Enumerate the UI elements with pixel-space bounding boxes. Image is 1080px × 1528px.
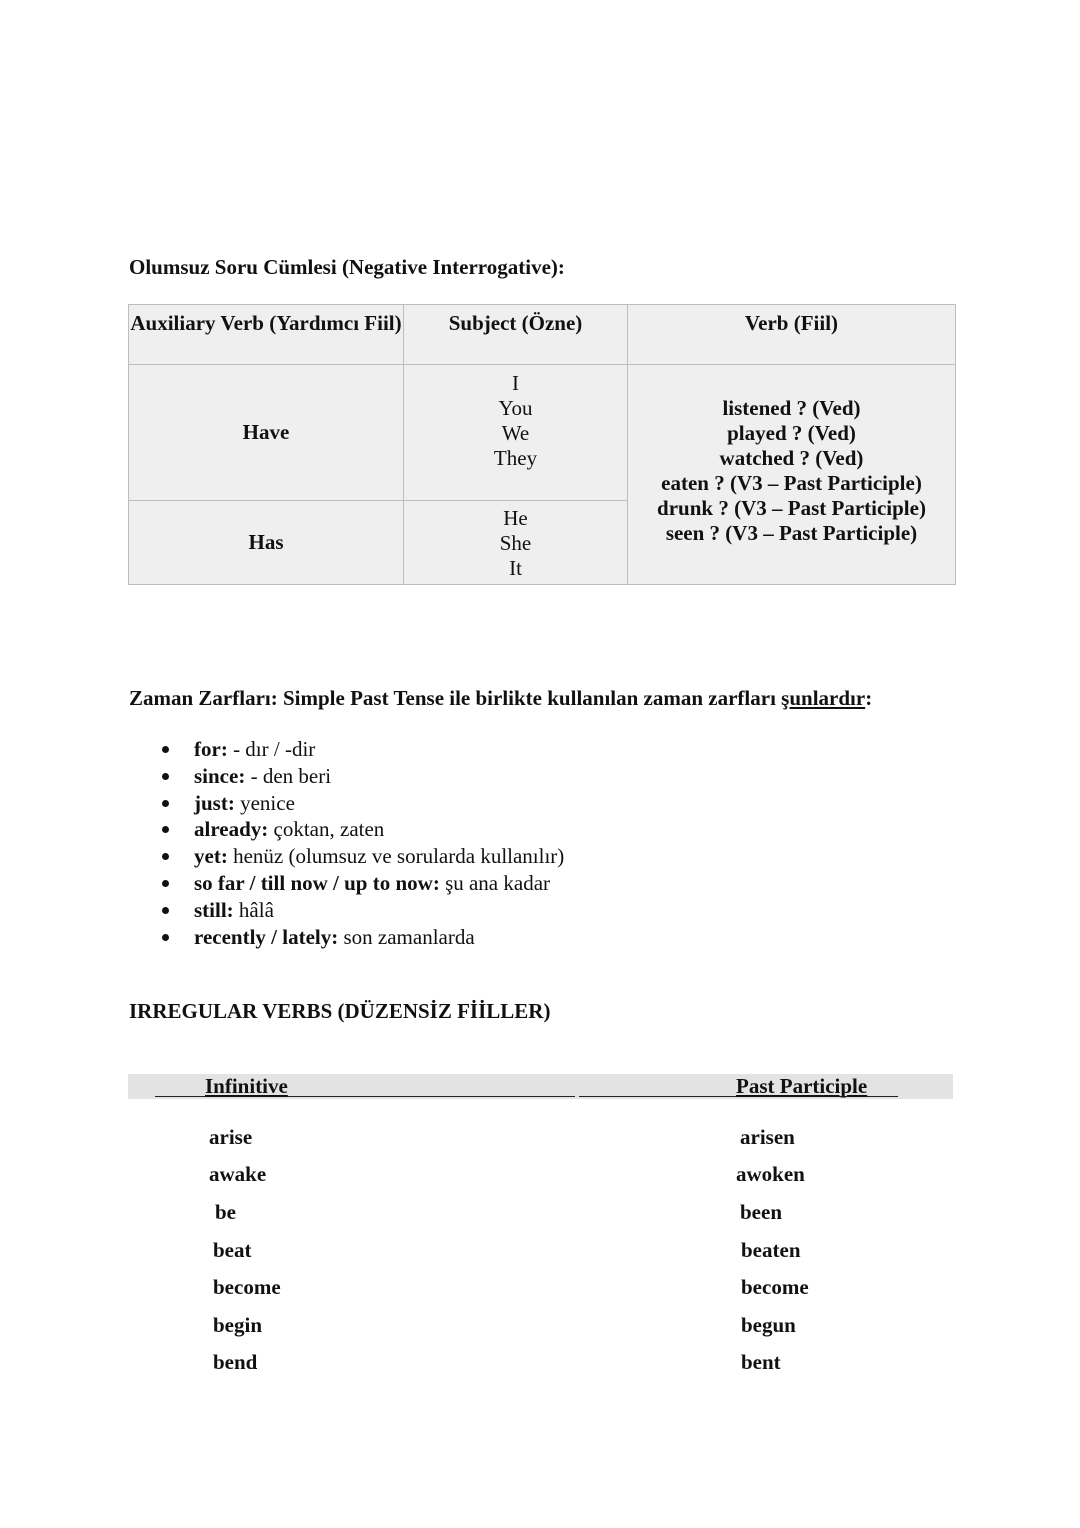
adverb-meaning: henüz (olumsuz ve sorularda kullanılır) <box>227 844 565 869</box>
verb-item: watched ? (Ved) <box>719 446 864 470</box>
irregular-verbs-heading: IRREGULAR VERBS (DÜZENSİZ FİİLLER) <box>129 999 551 1023</box>
infinitive-cell: be <box>215 1200 236 1224</box>
adverb-term: yet: <box>194 844 228 869</box>
time-adverbs-heading-underlined: şunlardır <box>781 686 866 710</box>
subject-item: It <box>509 556 522 580</box>
bullet-icon <box>162 934 169 941</box>
adverb-term: recently / lately: <box>194 924 339 949</box>
auxiliary-has-label: Has <box>248 530 284 554</box>
verb-item: listened ? (Ved) <box>722 396 861 420</box>
bullet-icon <box>162 826 169 833</box>
verbs-cell <box>627 364 956 585</box>
time-adverbs-heading-main: Zaman Zarfları: Simple Past Tense ile birlikte kullanılan zaman zarfları <box>129 686 782 710</box>
past-participle-cell: arisen <box>740 1125 795 1149</box>
verb-item: eaten ? (V3 – Past Participle) <box>661 471 922 495</box>
list-item <box>160 736 564 763</box>
verb-item: seen ? (V3 – Past Participle) <box>665 521 918 545</box>
verb-item: drunk ? (V3 – Past Participle) <box>657 496 926 520</box>
time-adverbs-heading <box>129 686 872 711</box>
past-participle-cell: become <box>741 1275 809 1299</box>
bullet-icon <box>162 773 169 780</box>
header-subject: Subject (Özne) <box>403 304 628 365</box>
infinitive-cell: become <box>213 1275 281 1299</box>
list-item <box>160 763 564 790</box>
list-item <box>160 843 564 870</box>
adverb-meaning: - dır / -dir <box>227 737 316 761</box>
past-participle-cell: beaten <box>741 1238 801 1262</box>
list-item <box>160 870 564 897</box>
subject-item: We <box>501 421 530 445</box>
adverb-term: since: <box>194 763 246 788</box>
adverb-meaning: çoktan, zaten <box>268 817 385 842</box>
list-item <box>160 897 564 924</box>
infinitive-cell: begin <box>213 1313 263 1337</box>
subject-item: You <box>498 396 533 420</box>
auxiliary-have-label: Have <box>242 420 290 444</box>
header-infinitive: Infinitive <box>205 1074 288 1098</box>
list-item <box>160 816 564 843</box>
auxiliary-have <box>128 364 404 501</box>
bullet-icon <box>162 746 169 753</box>
time-adverbs-heading-end: : <box>865 686 873 710</box>
adverb-term: already: <box>194 817 269 842</box>
subjects-singular-cell <box>403 500 628 585</box>
adverb-meaning: şu ana kadar <box>439 870 551 895</box>
subject-item: I <box>512 371 519 395</box>
subject-item: He <box>503 506 528 530</box>
past-participle-cell: bent <box>741 1350 781 1374</box>
header-auxiliary-verb: Auxiliary Verb (Yardımcı Fiil) <box>128 304 404 365</box>
adverb-term: still: <box>194 897 234 922</box>
verb-item: played ? (Ved) <box>727 421 856 445</box>
adverb-term: so far / till now / up to now: <box>194 870 440 895</box>
adverb-meaning: - den beri <box>245 763 332 788</box>
past-participle-cell: been <box>740 1200 782 1224</box>
header-verb: Verb (Fiil) <box>627 304 956 365</box>
adverb-term: just: <box>194 790 235 815</box>
infinitive-cell: arise <box>209 1125 253 1149</box>
infinitive-cell: beat <box>213 1238 252 1262</box>
negative-interrogative-table <box>128 304 956 585</box>
past-participle-cell: awoken <box>736 1162 805 1186</box>
negative-interrogative-heading: Olumsuz Soru Cümlesi (Negative Interrogative): <box>129 255 565 279</box>
adverb-meaning: son zamanlarda <box>338 924 475 949</box>
bullet-icon <box>162 907 169 914</box>
adverb-meaning: yenice <box>234 790 295 815</box>
adverb-term: for: <box>194 737 228 761</box>
infinitive-cell: bend <box>213 1350 258 1374</box>
bullet-icon <box>162 880 169 887</box>
auxiliary-has <box>128 500 404 585</box>
past-participle-cell: begun <box>741 1313 796 1337</box>
list-item <box>160 790 564 817</box>
adverb-meaning: hâlâ <box>233 897 274 922</box>
bullet-icon <box>162 800 169 807</box>
bullet-icon <box>162 853 169 860</box>
header-past-participle: Past Participle <box>736 1074 868 1098</box>
subject-item: She <box>499 531 532 555</box>
subjects-plural-cell <box>403 364 628 501</box>
list-item <box>160 924 564 951</box>
infinitive-cell: awake <box>209 1162 267 1186</box>
time-adverbs-list <box>160 736 564 950</box>
subject-item: They <box>493 446 538 470</box>
